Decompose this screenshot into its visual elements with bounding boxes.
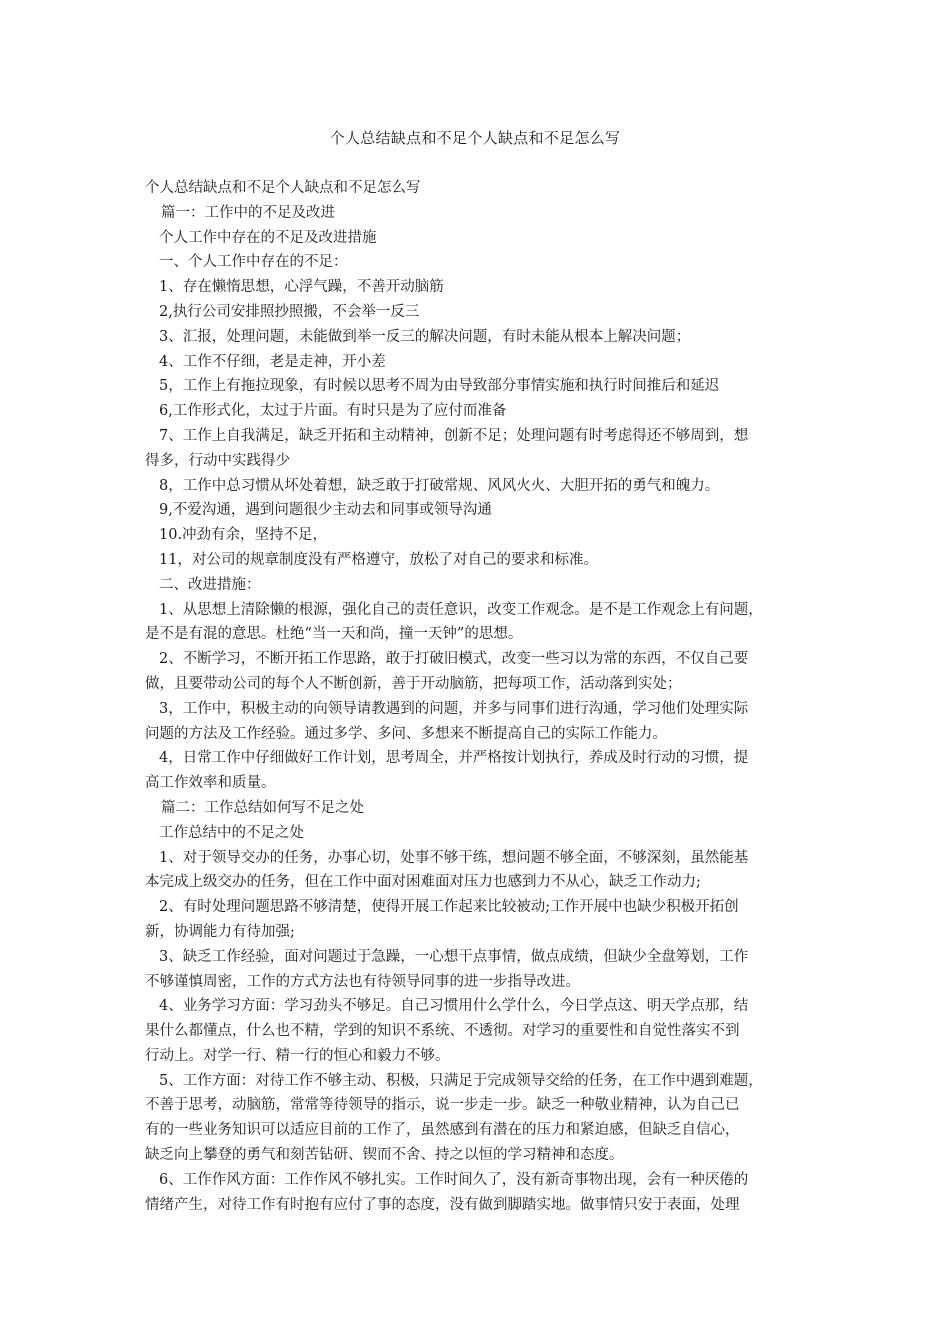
paragraph-line: 4、工作不仔细，老是走神，开小差 bbox=[159, 353, 386, 370]
paragraph-line: 个人总结缺点和不足个人缺点和不足怎么写 bbox=[145, 180, 421, 196]
paragraph-line: 情绪产生，对待工作有时抱有应付了事的态度，没有做到脚踏实地。做事情只安于表面，处理 bbox=[145, 1196, 740, 1213]
paragraph-line: 3、汇报，处理问题，未能做到举一反三的解决问题，有时未能从根本上解决问题； bbox=[159, 328, 691, 345]
paragraph-line: 1、对于领导交办的任务，办事心切，处事不够干练，想问题不够全面，不够深刻，虽然能基 bbox=[159, 849, 749, 866]
paragraph-line: 行动上。对学一行、精一行的恒心和毅力不够。 bbox=[145, 1047, 450, 1064]
paragraph-line: 篇二：工作总结如何写不足之处 bbox=[161, 799, 364, 816]
paragraph-line: 6,工作形式化，太过于片面。有时只是为了应付而准备 bbox=[159, 403, 507, 420]
paragraph-line: 问题的方法及工作经验。通过多学、多问、多想来不断提高自己的实际工作能力。 bbox=[145, 725, 667, 742]
paragraph-line: 有的一些业务知识可以适应目前的工作了，虽然感到有潜在的压力和紧迫感，但缺乏自信心， bbox=[145, 1122, 740, 1139]
paragraph-line: 2,执行公司安排照抄照搬，不会举一反三 bbox=[159, 303, 420, 320]
paragraph-line: 1、存在懒惰思想，心浮气躁，不善开动脑筋 bbox=[159, 279, 444, 296]
paragraph-line: 缺乏向上攀登的勇气和刻苦钻研、锲而不舍、持之以恒的学习精神和态度。 bbox=[145, 1147, 624, 1164]
paragraph-line: 3，工作中，积极主动的向领导请教遇到的问题，并多与同事们进行沟通，学习他们处理实际 bbox=[159, 700, 749, 717]
paragraph-line: 11，对公司的规章制度没有严格遵守，放松了对自己的要求和标准。 bbox=[159, 551, 598, 568]
paragraph-line: 4、业务学习方面：学习劲头不够足。自己习惯用什么学什么，今日学点这、明天学点那，结 bbox=[159, 998, 749, 1015]
paragraph-line: 工作总结中的不足之处 bbox=[159, 824, 304, 841]
paragraph-line: 二、改进措施： bbox=[159, 576, 261, 593]
paragraph-line: 8，工作中总习惯从坏处着想，缺乏敢于打破常规、风风火火、大胆开拓的勇气和魄力。 bbox=[159, 477, 720, 494]
paragraph-line: 果什么都懂点，什么也不精，学到的知识不系统、不透彻。对学习的重要性和自觉性落实不到 bbox=[145, 1023, 740, 1040]
paragraph-line: 1、从思想上清除懒的根源，强化自己的责任意识，改变工作观念。是不是工作观念上有问题， bbox=[159, 601, 763, 618]
paragraph-line: 6、工作作风方面：工作作风不够扎实。工作时间久了，没有新奇事物出现，会有一种厌倦的 bbox=[159, 1171, 749, 1188]
paragraph-line: 得多，行动中实践得少 bbox=[145, 452, 290, 469]
document-title: 个人总结缺点和不足个人缺点和不足怎么写 bbox=[329, 129, 621, 147]
paragraph-line: 2、有时处理问题思路不够清楚，使得开展工作起来比较被动;工作开展中也缺少积极开拓创 bbox=[159, 899, 739, 916]
paragraph-line: 5，工作上有拖拉现象，有时候以思考不周为由导致部分事情实施和执行时间推后和延迟 bbox=[159, 378, 720, 395]
paragraph-line: 5、工作方面：对待工作不够主动、积极，只满足于完成领导交给的任务，在工作中遇到难题， bbox=[159, 1072, 763, 1089]
paragraph-line: 3、缺乏工作经验，面对问题过于急躁，一心想干点事情，做点成绩，但缺少全盘筹划，工作 bbox=[159, 948, 749, 965]
paragraph-line: 不善于思考，动脑筋，常常等待领导的指示，说一步走一步。缺乏一种敬业精神，认为自己已 bbox=[145, 1097, 740, 1114]
document-body bbox=[145, 176, 815, 1217]
paragraph-line: 一、个人工作中存在的不足： bbox=[159, 254, 348, 271]
paragraph-line: 4，日常工作中仔细做好工作计划，思考周全，并严格按计划执行，养成及时行动的习惯，提 bbox=[159, 750, 749, 767]
paragraph-line: 2、不断学习，不断开拓工作思路，敢于打破旧模式，改变一些习以为常的东西，不仅自己要 bbox=[159, 651, 749, 668]
paragraph-line: 个人工作中存在的不足及改进措施 bbox=[159, 229, 377, 246]
paragraph-line: 篇一：工作中的不足及改进 bbox=[161, 204, 335, 221]
paragraph-line: 新，协调能力有待加强; bbox=[145, 923, 295, 940]
paragraph-line: 10.冲劲有余，坚持不足， bbox=[159, 527, 328, 544]
paragraph-line: 7、工作上自我满足，缺乏开拓和主动精神，创新不足；处理问题有时考虑得还不够周到，想 bbox=[159, 427, 749, 444]
paragraph-line: 不够谨慎周密，工作的方式方法也有待领导同事的进一步指导改进。 bbox=[145, 973, 580, 990]
paragraph-line: 是不是有混的意思。杜绝“当一天和尚，撞一天钟”的思想。 bbox=[145, 626, 523, 643]
paragraph-line: 本完成上级交办的任务，但在工作中面对困难面对压力也感到力不从心，缺乏工作动力; bbox=[145, 874, 701, 891]
paragraph-line: 高工作效率和质量。 bbox=[145, 775, 276, 792]
paragraph-line: 做，且要带动公司的每个人不断创新，善于开动脑筋，把每项工作，活动落到实处； bbox=[145, 675, 682, 692]
paragraph-line: 9,不爱沟通，遇到问题很少主动去和同事或领导沟通 bbox=[159, 502, 492, 519]
